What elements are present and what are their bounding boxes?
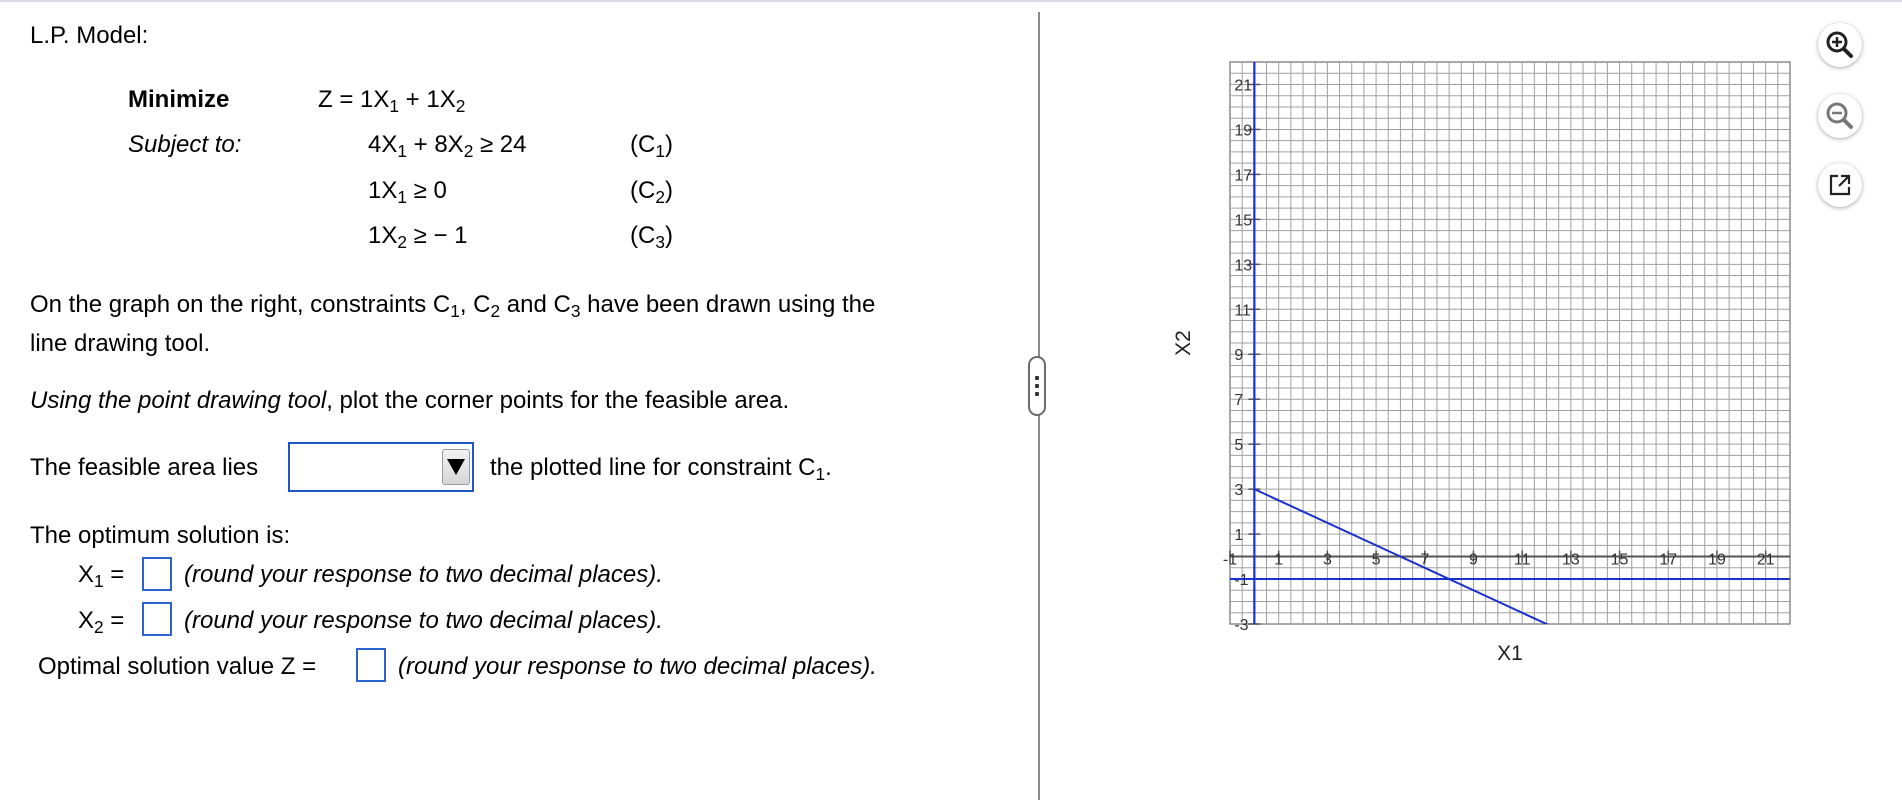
popout-icon — [1818, 163, 1862, 207]
feasible-suffix-end: . — [825, 454, 832, 481]
x-tick-label: 17 — [1659, 551, 1678, 569]
y-tick-label: 21 — [1234, 77, 1253, 95]
objective-label: Minimize — [128, 86, 230, 113]
c1-term-a: 4X — [368, 131, 398, 158]
c1-op: + — [406, 131, 435, 158]
dropdown-arrow-icon[interactable] — [442, 449, 470, 485]
c1-term-b: 8X — [434, 131, 464, 158]
popout-button[interactable] — [1818, 163, 1862, 207]
p1-sub-1: 1 — [450, 301, 460, 322]
objective-function — [318, 86, 466, 117]
y-tick-label: 19 — [1234, 122, 1253, 140]
x1-label — [78, 561, 125, 592]
constraint-c3 — [368, 222, 468, 253]
c3-term-a: 1X — [368, 222, 398, 249]
c1-tag-end: ) — [664, 131, 673, 158]
c3-tag-end: ) — [664, 222, 673, 249]
feasible-suffix-sub: 1 — [815, 464, 826, 485]
c1-term-a-sub: 1 — [397, 141, 407, 162]
x-tick-label: 21 — [1756, 551, 1775, 569]
c1-tag-text: (C — [630, 131, 656, 158]
x1-answer-input[interactable] — [142, 557, 172, 591]
feasible-prefix: The feasible area lies — [30, 454, 259, 481]
x2-label-sub: 2 — [94, 617, 104, 638]
x-tick-label: 11 — [1513, 551, 1531, 569]
objective-term-2-sub: 2 — [455, 96, 466, 117]
y-axis-label: X2 — [1172, 330, 1195, 356]
c1-relation: ≥ 24 — [473, 131, 527, 158]
constraint-c1-tag — [630, 131, 673, 162]
x1-label-sub: 1 — [94, 571, 104, 592]
c3-tag-text: (C — [630, 222, 656, 249]
x-tick-label: 1 — [1274, 551, 1284, 569]
objective-term-1-sub: 1 — [389, 96, 399, 117]
objective-term-1: 1X — [360, 86, 390, 113]
x1-equals: = — [103, 561, 125, 588]
c1-tag-sub: 1 — [655, 141, 665, 162]
z-label: Optimal solution value Z = — [38, 653, 317, 680]
x2-label — [78, 607, 125, 638]
x2-round-hint: (round your response to two decimal places). — [184, 607, 663, 634]
constraint-c2-tag — [630, 177, 673, 208]
x1-round-hint: (round your response to two decimal places). — [184, 561, 663, 588]
c2-term-a-sub: 1 — [397, 187, 407, 208]
instruction-paragraph-2 — [30, 387, 789, 415]
lp-graph[interactable] — [1150, 40, 1820, 680]
y-tick-label: 5 — [1234, 437, 1244, 455]
p2-italic: Using the point drawing tool — [30, 387, 327, 414]
x-tick-label: 13 — [1561, 551, 1580, 569]
x-tick-label: 9 — [1469, 551, 1478, 569]
instruction-paragraph-1-line-2: line drawing tool. — [30, 330, 211, 357]
x-tick-label: 15 — [1610, 551, 1629, 569]
y-tick-label: 11 — [1234, 302, 1251, 320]
y-tick-label: 9 — [1234, 347, 1244, 365]
x-tick-label: 3 — [1322, 551, 1332, 569]
y-tick-label: 13 — [1234, 257, 1253, 275]
x2-equals: = — [103, 607, 125, 634]
x-axis-label: X1 — [1497, 642, 1523, 665]
x2-label-text: X — [78, 607, 95, 634]
zoom-out-button[interactable] — [1818, 94, 1862, 138]
c1-term-b-sub: 2 — [463, 141, 474, 162]
instruction-paragraph-1 — [30, 291, 876, 322]
c3-relation: ≥ − 1 — [406, 222, 468, 249]
p1-part-a: On the graph on the right, constraints C — [30, 291, 451, 318]
p2-rest: , plot the corner points for the feasible area. — [326, 387, 790, 414]
p1-sub-3: 3 — [570, 301, 581, 322]
c3-tag-sub: 3 — [655, 232, 665, 253]
zoom-in-icon — [1818, 23, 1862, 67]
c2-relation: ≥ 0 — [406, 177, 447, 204]
y-tick-label: 17 — [1234, 167, 1253, 185]
p1-part-c: and C — [500, 291, 571, 318]
objective-lhs: Z = — [318, 86, 361, 113]
feasible-suffix-text: the plotted line for constraint C — [490, 454, 816, 481]
p1-sub-2: 2 — [490, 301, 501, 322]
y-tick-label: 15 — [1234, 212, 1253, 230]
optimum-heading: The optimum solution is: — [30, 522, 291, 549]
zoom-out-icon — [1818, 94, 1862, 138]
c2-tag-end: ) — [664, 177, 673, 204]
x1-label-text: X — [78, 561, 95, 588]
constraint-c1 — [368, 131, 527, 162]
objective-op: + — [398, 86, 427, 113]
x-tick-label: -1 — [1222, 551, 1238, 569]
constraint-c3-tag — [630, 222, 673, 253]
constraint-c2 — [368, 177, 447, 208]
p1-part-d: have been drawn using the — [580, 291, 876, 318]
x-tick-label: 5 — [1371, 551, 1381, 569]
y-tick-label: 7 — [1234, 392, 1244, 410]
x2-answer-input[interactable] — [142, 602, 172, 636]
x-tick-label: 7 — [1420, 551, 1430, 569]
model-heading: L.P. Model: — [30, 22, 149, 49]
pane-resize-handle[interactable] — [1028, 356, 1046, 416]
c2-tag-text: (C — [630, 177, 656, 204]
zoom-in-button[interactable] — [1818, 23, 1862, 67]
z-round-hint: (round your response to two decimal places). — [398, 653, 877, 680]
p1-part-b: , C — [459, 291, 491, 318]
y-tick-label: -1 — [1234, 572, 1249, 590]
y-tick-label: 1 — [1234, 527, 1244, 545]
objective-term-2: 1X — [426, 86, 456, 113]
c2-tag-sub: 2 — [655, 187, 665, 208]
feasible-area-dropdown[interactable] — [288, 442, 474, 492]
c3-term-a-sub: 2 — [397, 232, 407, 253]
subject-to-label: Subject to: — [128, 131, 242, 158]
z-answer-input[interactable] — [356, 648, 386, 682]
c2-term-a: 1X — [368, 177, 398, 204]
feasible-suffix — [490, 454, 832, 485]
x-tick-label: 19 — [1708, 551, 1726, 569]
y-tick-label: 3 — [1234, 482, 1244, 500]
y-tick-label: -3 — [1234, 617, 1249, 634]
